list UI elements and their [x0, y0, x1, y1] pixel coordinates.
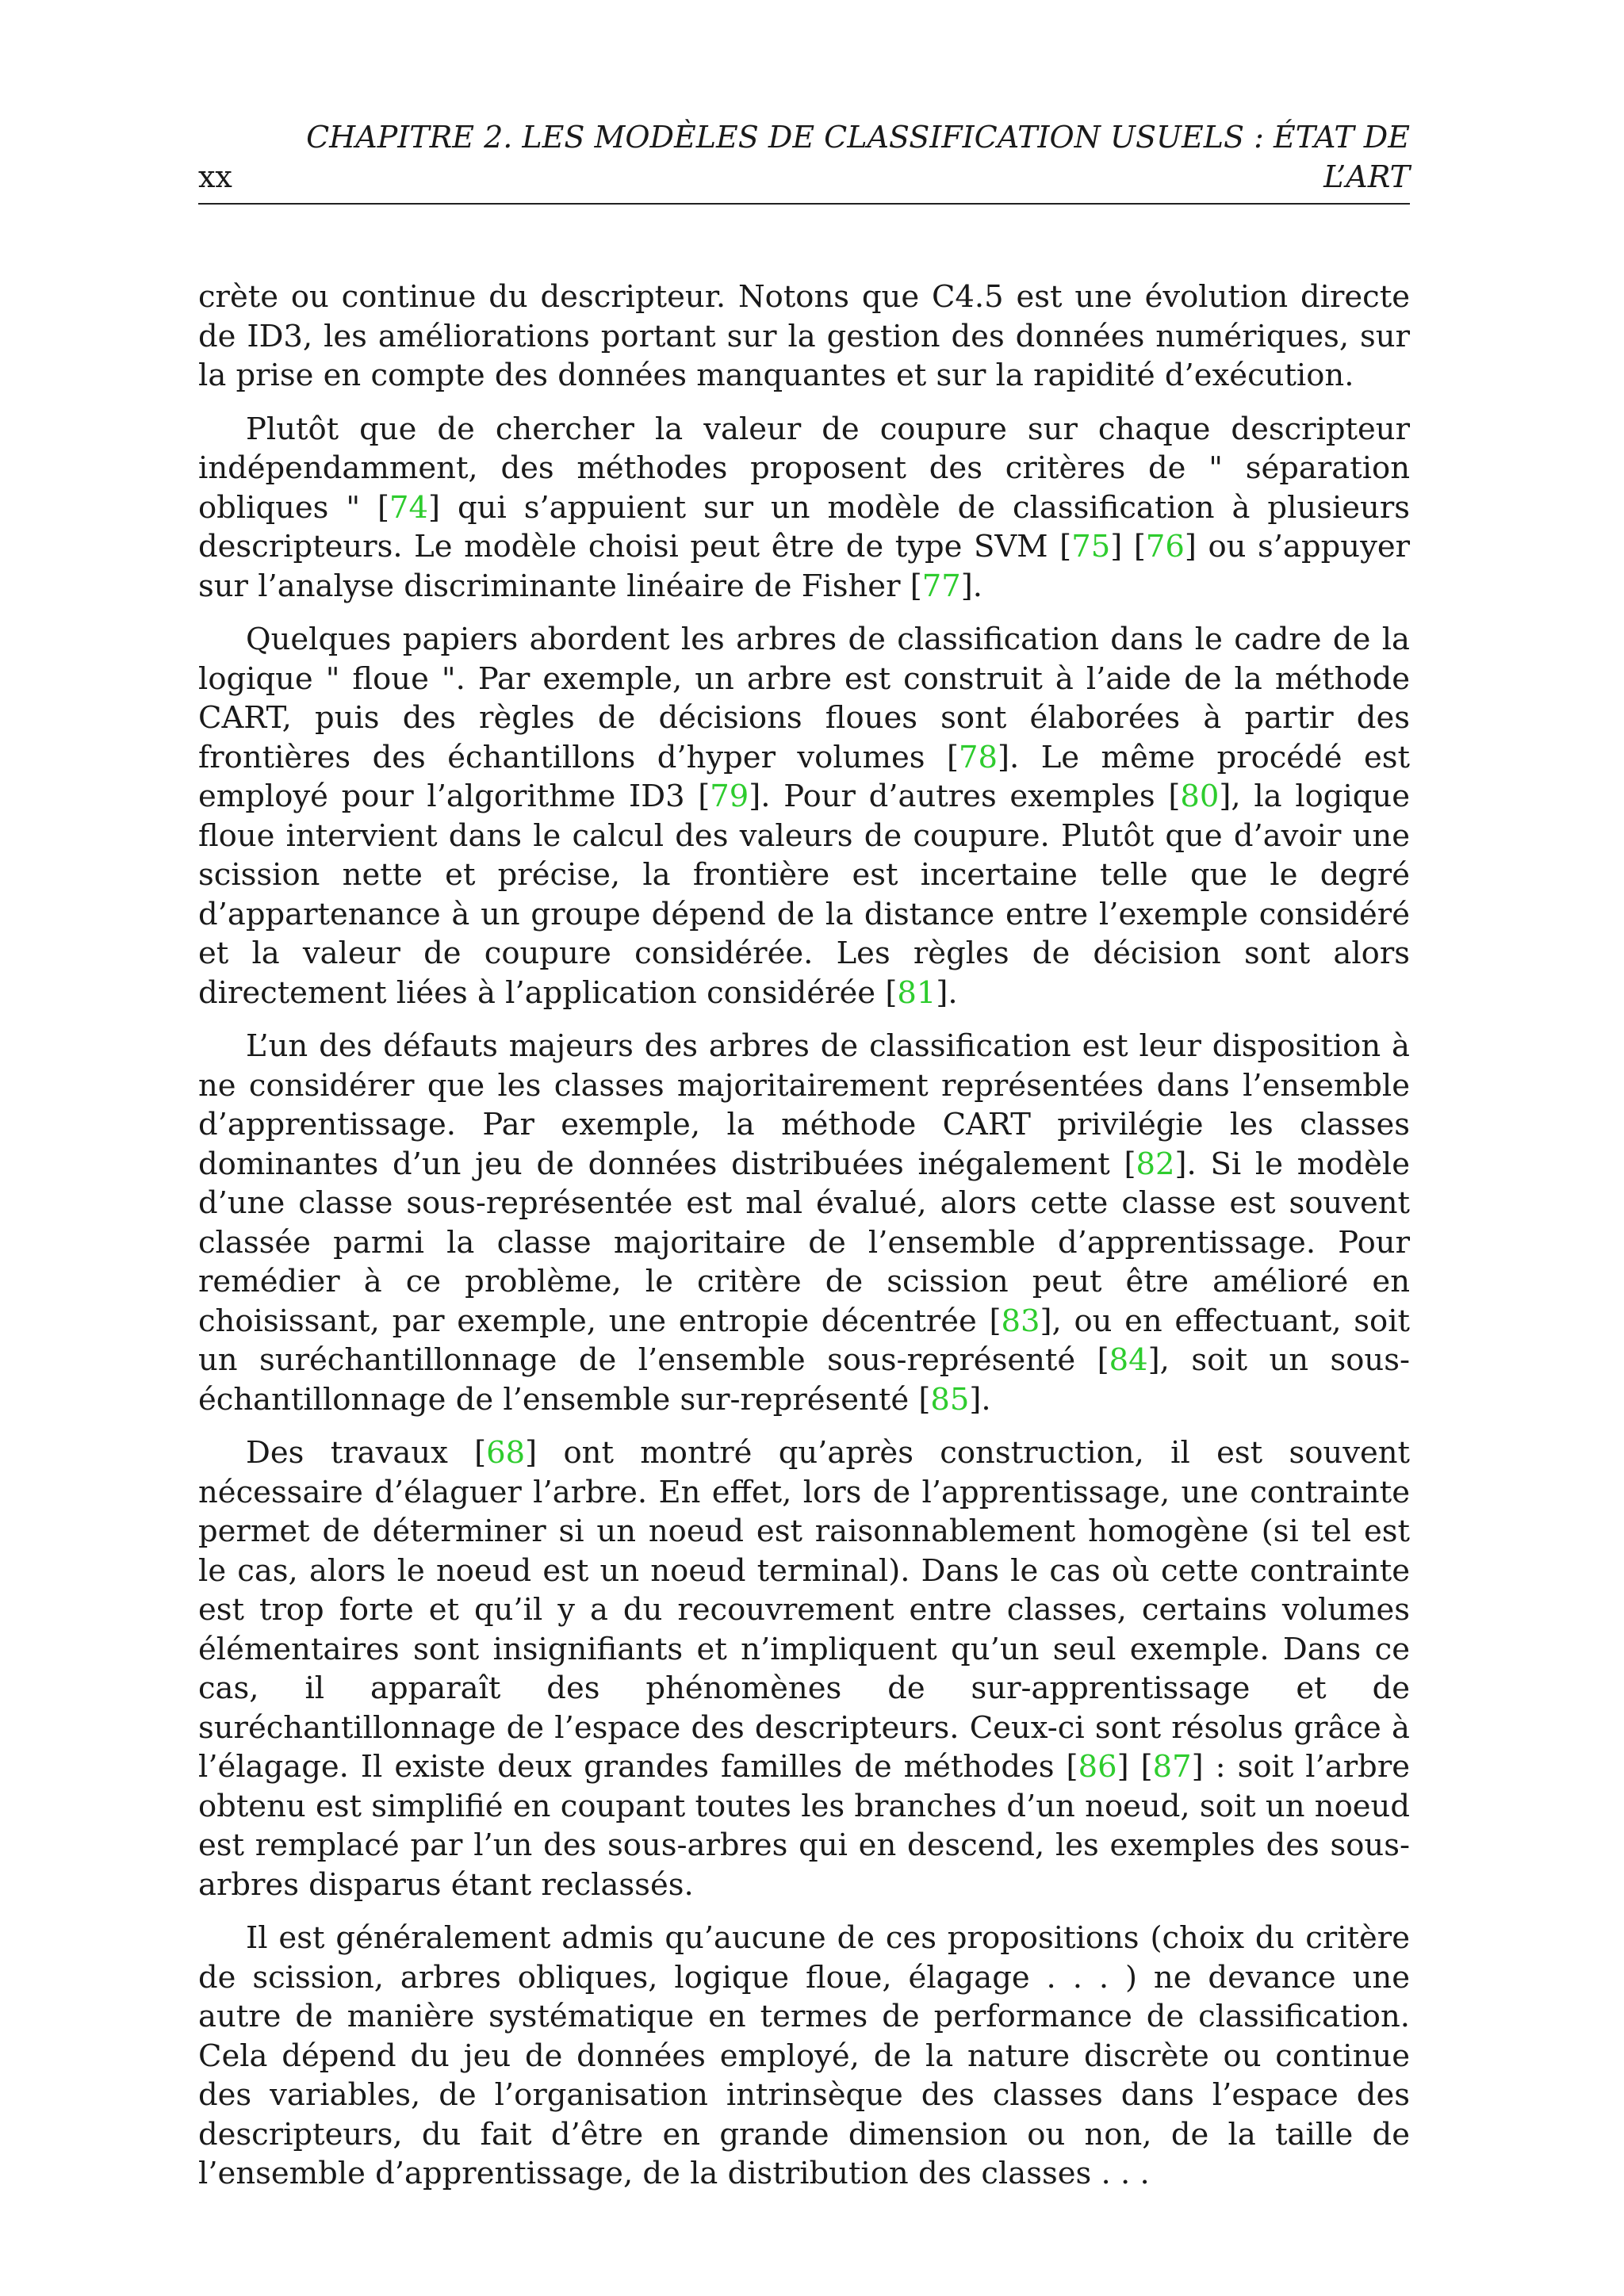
citation-link[interactable]: 68 — [486, 1435, 526, 1471]
citation-link[interactable]: 79 — [710, 779, 749, 814]
paragraph-text: ] qui s’appuient sur un modèle de classification à plusieurs descripteurs. Le modèle choisi peut être de type SVM [ — [198, 489, 1411, 564]
paragraph-text: crète ou continue du descripteur. Notons que C4.5 est une évolution directe de ID3, les améliorations portant sur la gestion des données numériques, sur la prise en compte des données manquantes et sur la rapidité d’exécution. — [198, 279, 1410, 393]
paragraph — [198, 620, 1410, 1012]
paragraph-text: ], soit un sous-échantillonnage de l’ensemble sur-représenté [ — [198, 1342, 1410, 1418]
citation-link[interactable]: 81 — [897, 974, 936, 1011]
paragraph-text: L’un des défauts majeurs des arbres de classification est leur disposition à ne considérer que les classes majoritairement représentées dans l’ensemble d’apprentissage. Par exemple, la méthode CART privilégie les classes dominantes d’un jeu de données distribuées inégalement [ — [198, 1028, 1410, 1182]
paragraph-text: ]. — [936, 974, 958, 1011]
citation-link[interactable]: 87 — [1152, 1749, 1192, 1785]
paragraph-text: ]. Le même procédé est employé pour l’algorithme ID3 [ — [198, 739, 1410, 814]
header-title-line-2: L’ART — [1323, 159, 1410, 194]
citation-link[interactable]: 78 — [958, 739, 998, 775]
citation-link[interactable]: 77 — [921, 568, 961, 604]
paragraph-text: ] [ — [1110, 529, 1146, 564]
paragraph — [198, 1919, 1410, 2194]
paragraph — [198, 1027, 1410, 1419]
citation-link[interactable]: 86 — [1078, 1749, 1117, 1785]
paragraph — [198, 1433, 1410, 1904]
running-header — [198, 111, 1410, 205]
paragraph — [198, 277, 1410, 396]
header-title-line-1: CHAPITRE 2. LES MODÈLES DE CLASSIFICATION USUELS : ÉTAT DE — [306, 120, 1410, 155]
paragraph-text: Quelques papiers abordent les arbres de classification dans le cadre de la logique " floue ". Par exemple, un arbre est construit à l’aide de la méthode CART, puis des règles de décisions floues sont élaborées à partir des frontières des échantillons d’hyper volumes [ — [198, 622, 1410, 775]
paragraph-text: ] [ — [1116, 1749, 1153, 1785]
paragraph-text: ] ou s’appuyer sur l’analyse discriminante linéaire de Fisher [ — [198, 529, 1411, 604]
paragraph-text: ]. Si le modèle d’une classe sous-représentée est mal évalué, alors cette classe est souvent classée parmi la classe majoritaire de l’ensemble d’apprentissage. Pour remédier à ce problème, le critère de scission peut être amélioré en choisissant, par exemple, une entropie décentrée [ — [198, 1146, 1410, 1339]
citation-link[interactable]: 80 — [1180, 779, 1220, 814]
paragraph — [198, 410, 1410, 607]
citation-link[interactable]: 74 — [389, 489, 429, 526]
citation-link[interactable]: 76 — [1145, 529, 1185, 564]
paragraph-text: ] : soit l’arbre obtenu est simplifié en coupant toutes les branches d’un noeud, soit un noeud est remplacé par l’un des sous-arbres qui en descend, les exemples des sous-arbres disparus étant reclassés. — [198, 1749, 1411, 1903]
paragraph-text: Plutôt que de chercher la valeur de coupure sur chaque descripteur indépendamment, des méthodes proposent des critères de " séparation obliques " [ — [198, 411, 1410, 526]
page-number: xx — [198, 159, 232, 194]
paragraph-text: Des travaux [ — [246, 1435, 487, 1471]
paragraph-text: ], la logique floue intervient dans le calcul des valeurs de coupure. Plutôt que d’avoir une scission nette et précise, la frontière est incertaine telle que le degré d’appartenance à un groupe dépend de la distance entre l’exemple considéré et la valeur de coupure considérée. Les règles de décision sont alors directement liées à l’application considérée [ — [198, 779, 1410, 1011]
citation-link[interactable]: 85 — [930, 1381, 970, 1418]
paragraph-text: ]. Pour d’autres exemples [ — [749, 779, 1181, 814]
paragraph-text: ] ont montré qu’après construction, il est souvent nécessaire d’élaguer l’arbre. En effet, lors de l’apprentissage, une contrainte permet de déterminer si un noeud est raisonnablement homogène (si tel est le cas, alors le noeud est un noeud terminal). Dans le cas où cette contrainte est trop forte et qu’il y a du recouvrement entre classes, certains volumes élémentaires sont insignifiants et n’impliquent qu’un seul exemple. Dans ce cas, il apparaît des phénomènes de sur-apprentissage et de suréchantillonnage de l’espace des descripteurs. Ceux-ci sont résolus grâce à l’élagage. Il existe deux grandes familles de méthodes [ — [198, 1435, 1410, 1785]
citation-link[interactable]: 75 — [1071, 529, 1111, 564]
citation-link[interactable]: 84 — [1109, 1342, 1148, 1378]
paragraph-text: ]. — [960, 568, 983, 604]
paragraph-text: ], ou en effectuant, soit un suréchantillonnage de l’ensemble sous-représenté [ — [198, 1303, 1410, 1378]
paragraph-text: Il est généralement admis qu’aucune de ces propositions (choix du critère de scission, arbres obliques, logique floue, élagage . . . ) ne devance une autre de manière systématique en termes de performance de classification. Cela dépend du jeu de données employé, de la nature discrète ou continue des variables, de l’organisation intrinsèque des classes dans l’espace des descripteurs, du fait d’être en grande dimension ou non, de la taille de l’ensemble d’apprentissage, de la distribution des classes . . . — [198, 1920, 1410, 2191]
body-text — [198, 277, 1410, 2208]
paragraph-text: ]. — [969, 1381, 991, 1418]
citation-link[interactable]: 83 — [1001, 1303, 1040, 1339]
citation-link[interactable]: 82 — [1136, 1146, 1175, 1182]
